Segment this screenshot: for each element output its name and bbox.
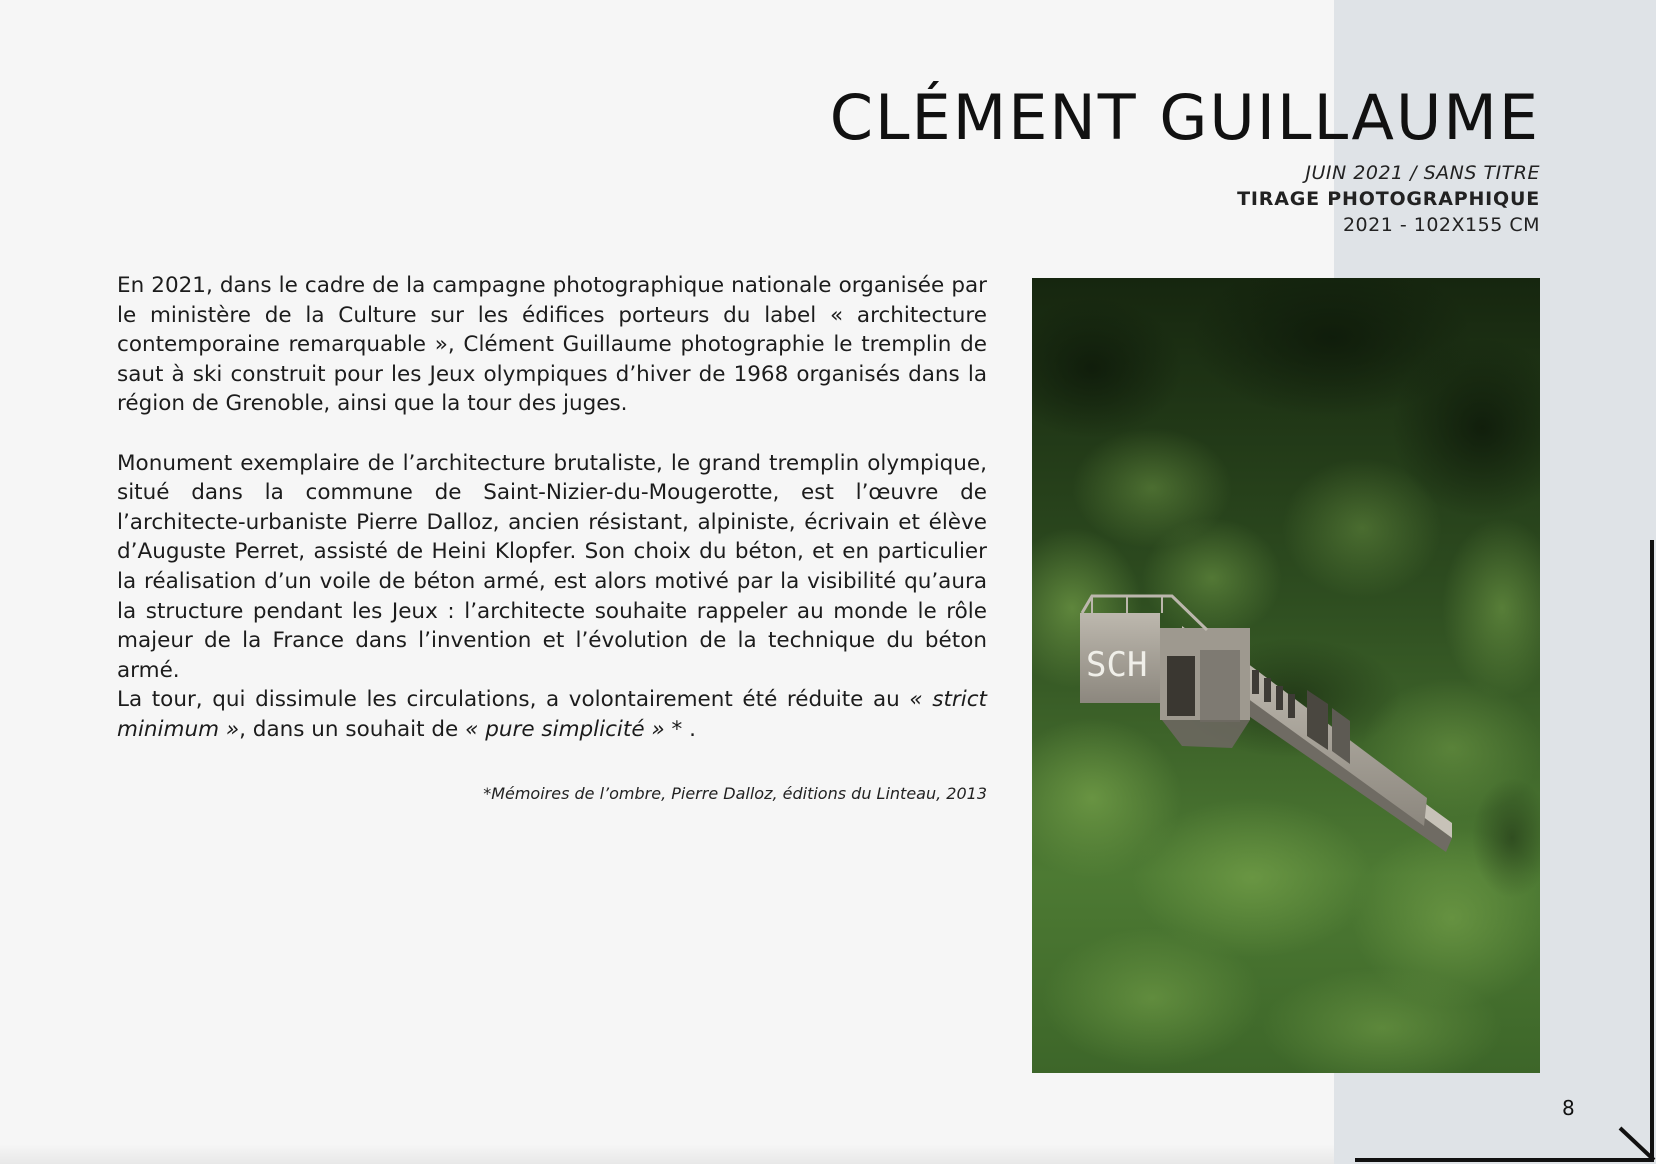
quote-strict-minimum: « strict minimum »	[117, 687, 987, 742]
dimensions: 2021 - 102X155 CM	[1342, 214, 1540, 237]
artwork-header	[829, 81, 1540, 238]
medium: TIRAGE PHOTOGRAPHIQUE	[1237, 188, 1540, 211]
paragraph-3-end: * .	[664, 716, 696, 742]
quote-pure-simplicite: « pure simplicité »	[465, 716, 665, 742]
paragraph-1: En 2021, dans le cadre de la campagne photographique nationale organisée par le ministère de la Culture sur les édifices porteurs du label « architecture contemporaine remarquable », Clément Guillaume photographie le tremplin de saut à ski construit pour les Jeux olympiques d’hiver de 1968 organisés dans la région de Grenoble, ainsi que la tour des juges.	[117, 273, 987, 417]
paragraph-3-mid: , dans un souhait de	[239, 716, 466, 742]
page-number: 8	[1562, 1096, 1575, 1120]
artist-name: CLÉMENT GUILLAUME	[829, 81, 1540, 154]
graffiti-text: SCH	[1086, 645, 1148, 685]
paragraph-3-start: La tour, qui dissimule les circulations, a volontairement été réduite au	[117, 687, 910, 713]
corner-arrow-icon	[1355, 540, 1656, 1164]
bottom-shade	[0, 1144, 1334, 1164]
date-title: JUIN 2021 / SANS TITRE	[1305, 162, 1540, 185]
paragraph-gap	[117, 419, 987, 449]
paragraph-2: Monument exemplaire de l’architecture brutaliste, le grand tremplin olympique, situé dans la commune de Saint-Nizier-du-Mougerotte, est l’œuvre de l’architecte-urbaniste Pierre Dalloz, ancien résistant, alpiniste, écrivain et élève d’Auguste Perret, assisté de Heini Klopfer. Son choix du béton, et en particulier la réalisation d’un voile de béton armé, est alors motivé par la visibilité qu’aura la structure pendant les Jeux : l’architecte souhaite rappeler au monde le rôle majeur de la France dans l’invention et l’évolution de la technique du béton armé.	[117, 450, 987, 683]
paragraph-3	[117, 685, 987, 744]
footnote: *Mémoires de l’ombre, Pierre Dalloz, éditions du Linteau, 2013	[483, 783, 987, 803]
description-text	[117, 271, 987, 808]
